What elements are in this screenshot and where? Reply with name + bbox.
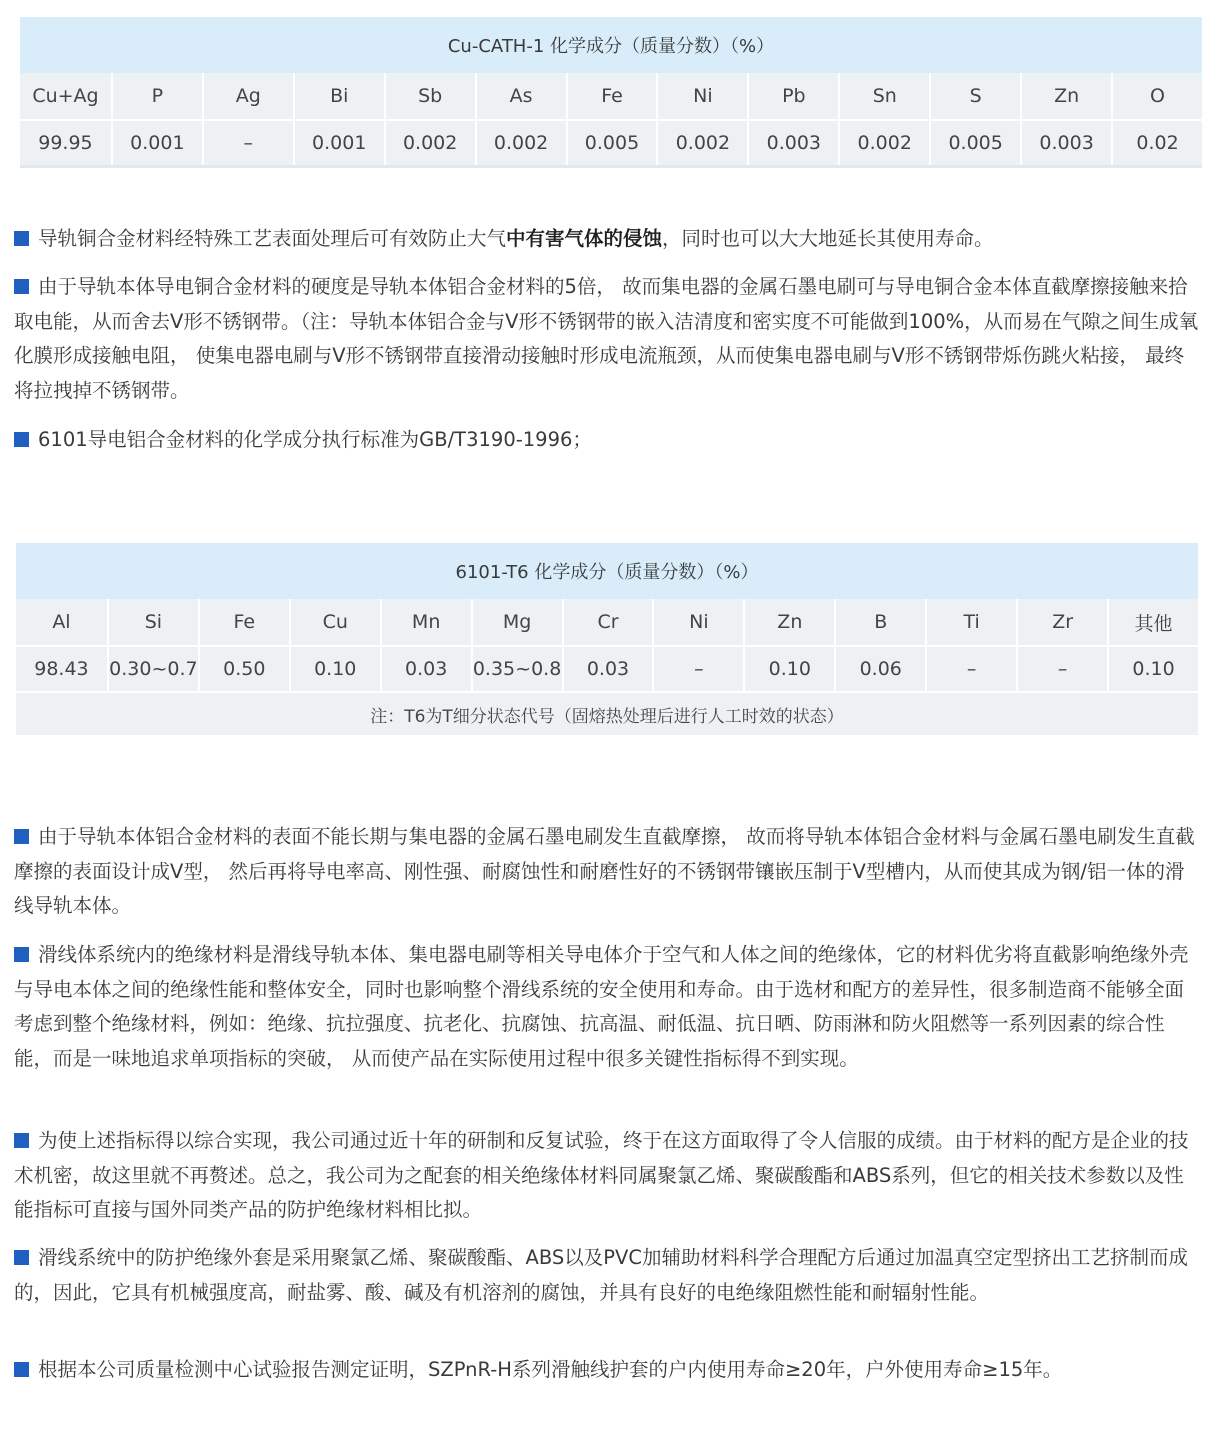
square-bullet-icon bbox=[14, 829, 29, 844]
table-header-cell: Ni bbox=[652, 599, 743, 645]
paragraph-lifetime bbox=[14, 1353, 1202, 1388]
table-header-cell: 其他 bbox=[1107, 599, 1198, 645]
table-header-cell: Sn bbox=[838, 73, 929, 119]
square-bullet-icon bbox=[14, 1133, 29, 1148]
table-header-cell: Zr bbox=[1016, 599, 1107, 645]
table-cell: 99.95 bbox=[20, 119, 111, 165]
table-header-cell: P bbox=[111, 73, 202, 119]
table-cell: 0.001 bbox=[293, 119, 384, 165]
square-bullet-icon bbox=[14, 432, 29, 447]
table-cell: 0.50 bbox=[198, 645, 289, 691]
table-cell: – bbox=[925, 645, 1016, 691]
table-header-cell: Sb bbox=[384, 73, 475, 119]
table-header-cell: Cu bbox=[289, 599, 380, 645]
table-cell: 98.43 bbox=[16, 645, 107, 691]
al-6101-composition-table bbox=[16, 543, 1198, 735]
table-header-cell: Cu+Ag bbox=[20, 73, 111, 119]
table-cell: 0.003 bbox=[747, 119, 838, 165]
table-header-row bbox=[20, 73, 1202, 119]
paragraph-jacket bbox=[14, 1241, 1202, 1310]
paragraph-highlight: 中有害气体的侵蚀 bbox=[506, 227, 663, 250]
table-header-cell: Fe bbox=[566, 73, 657, 119]
table-header-cell: Mg bbox=[471, 599, 562, 645]
paragraph-text: 滑线系统中的防护绝缘外套是采用聚氯乙烯、聚碳酸酯、ABS以及PVC加辅助材料科学合理配方后通过加温真空定型挤出工艺挤制而成的，因此，它具有机械强度高，耐盐雾、酸、碱及有机溶剂的腐蚀，并具有良好的电绝缘阻燃性能和耐辐射性能。 bbox=[14, 1246, 1188, 1304]
table-cell: 0.002 bbox=[656, 119, 747, 165]
table-header-cell: Ni bbox=[656, 73, 747, 119]
table-cell: 0.002 bbox=[384, 119, 475, 165]
table-cell: – bbox=[1016, 645, 1107, 691]
table-cell: 0.10 bbox=[743, 645, 834, 691]
square-bullet-icon bbox=[14, 231, 29, 246]
table-cell: 0.03 bbox=[562, 645, 653, 691]
table-cell: 0.005 bbox=[929, 119, 1020, 165]
table-cell: 0.10 bbox=[289, 645, 380, 691]
square-bullet-icon bbox=[14, 279, 29, 294]
paragraph-v-groove bbox=[14, 820, 1202, 924]
table-header-cell: B bbox=[834, 599, 925, 645]
table-header-cell: As bbox=[475, 73, 566, 119]
paragraph-hardness bbox=[14, 270, 1202, 408]
paragraph-text: 根据本公司质量检测中心试验报告测定证明，SZPnR-H系列滑触线护套的户内使用寿命≥20年，户外使用寿命≥15年。 bbox=[38, 1358, 1063, 1381]
table-header-cell: Bi bbox=[293, 73, 384, 119]
table-cell: 0.002 bbox=[838, 119, 929, 165]
square-bullet-icon bbox=[14, 947, 29, 962]
table-header-cell: Zn bbox=[743, 599, 834, 645]
table-header-cell: Cr bbox=[562, 599, 653, 645]
cu-cath-composition-table bbox=[20, 17, 1202, 168]
table-header-cell: Ti bbox=[925, 599, 1016, 645]
table-row bbox=[16, 645, 1198, 691]
paragraph-text: 导轨铜合金材料经特殊工艺表面处理后可有效防止大气 bbox=[38, 227, 507, 250]
paragraph-text: 由于导轨本体铝合金材料的表面不能长期与集电器的金属石墨电刷发生直截摩擦， 故而将导轨本体铝合金材料与金属石墨电刷发生直截摩擦的表面设计成V型， 然后再将导电率高、刚性强、耐腐蚀性和耐磨性好的不锈钢带镶嵌压制于V型槽内，从而使其成为钢/铝一体的滑线导轨本体。 bbox=[14, 825, 1195, 917]
table-header-row bbox=[16, 599, 1198, 645]
paragraph-standard bbox=[14, 423, 1202, 458]
paragraph-text: 为使上述指标得以综合实现，我公司通过近十年的研制和反复试验，终于在这方面取得了令人信服的成绩。由于材料的配方是企业的技术机密，故这里就不再赘述。总之，我公司为之配套的相关绝缘体材料同属聚氯乙烯、聚碳酸酯和ABS系列，但它的相关技术参数以及性能指标可直接与国外同类产品的防护绝缘材料相比拟。 bbox=[14, 1129, 1189, 1221]
table-cell: 0.001 bbox=[111, 119, 202, 165]
square-bullet-icon bbox=[14, 1250, 29, 1265]
table-header-cell: Al bbox=[16, 599, 107, 645]
paragraph-text: 由于导轨本体导电铜合金材料的硬度是导轨本体铝合金材料的5倍， 故而集电器的金属石墨电刷可与导电铜合金本体直截摩擦接触来拾取电能，从而舍去V形不锈钢带。（注：导轨本体铝合金与V形不锈钢带的嵌入洁清度和密实度不可能做到100%，从而易在气隙之间生成氧化膜形成接触电阻， 使集电器电刷与V形不锈钢带直接滑动接触时形成电流瓶颈，从而使集电器电刷与V形不锈钢带烁伤跳火粘接， 最终将拉拽掉不锈钢带。 bbox=[14, 275, 1199, 402]
table-cell: 0.005 bbox=[566, 119, 657, 165]
table-cell: – bbox=[652, 645, 743, 691]
table-header-cell: Fe bbox=[198, 599, 289, 645]
table-cell: 0.10 bbox=[1107, 645, 1198, 691]
table-cell: 0.06 bbox=[834, 645, 925, 691]
table-cell: 0.02 bbox=[1111, 119, 1202, 165]
paragraph-materials bbox=[14, 1124, 1202, 1228]
table-cell: 0.35~0.8 bbox=[471, 645, 562, 691]
table-header-cell: Pb bbox=[747, 73, 838, 119]
table-header-cell: Mn bbox=[380, 599, 471, 645]
table-header-cell: O bbox=[1111, 73, 1202, 119]
paragraph-text: 滑线体系统内的绝缘材料是滑线导轨本体、集电器电刷等相关导电体介于空气和人体之间的绝缘体，它的材料优劣将直截影响绝缘外壳与导电本体之间的绝缘性能和整体安全，同时也影响整个滑线系统的安全使用和寿命。由于选材和配方的差异性，很多制造商不能够全面考虑到整个绝缘材料，例如：绝缘、抗拉强度、抗老化、抗腐蚀、抗高温、耐低温、抗日晒、防雨淋和防火阻燃等一系列因素的综合性能，而是一味地追求单项指标的突破， 从而使产品在实际使用过程中很多关键性指标得不到实现。 bbox=[14, 943, 1189, 1070]
table-cell: 0.003 bbox=[1020, 119, 1111, 165]
table-cell: 0.03 bbox=[380, 645, 471, 691]
paragraph-text: 6101导电铝合金材料的化学成分执行标准为GB/T3190-1996； bbox=[38, 428, 592, 451]
table-header-cell: Ag bbox=[202, 73, 293, 119]
table-header-cell: S bbox=[929, 73, 1020, 119]
table-title: Cu-CATH-1 化学成分（质量分数）（%） bbox=[20, 17, 1202, 73]
table-cell: 0.30~0.7 bbox=[107, 645, 198, 691]
table-note: 注：T6为T细分状态代号（固熔热处理后进行人工时效的状态） bbox=[16, 691, 1198, 735]
square-bullet-icon bbox=[14, 1362, 29, 1377]
table-title: 6101-T6 化学成分（质量分数）（%） bbox=[16, 543, 1198, 599]
table-bottom-border bbox=[20, 165, 1202, 168]
table-header-cell: Si bbox=[107, 599, 198, 645]
table-cell: 0.002 bbox=[475, 119, 566, 165]
table-cell: – bbox=[202, 119, 293, 165]
paragraph-insulation bbox=[14, 938, 1202, 1076]
table-header-cell: Zn bbox=[1020, 73, 1111, 119]
table-row bbox=[20, 119, 1202, 165]
paragraph-text: ，同时也可以大大地延长其使用寿命。 bbox=[662, 227, 994, 250]
paragraph-corrosion bbox=[14, 222, 1202, 257]
